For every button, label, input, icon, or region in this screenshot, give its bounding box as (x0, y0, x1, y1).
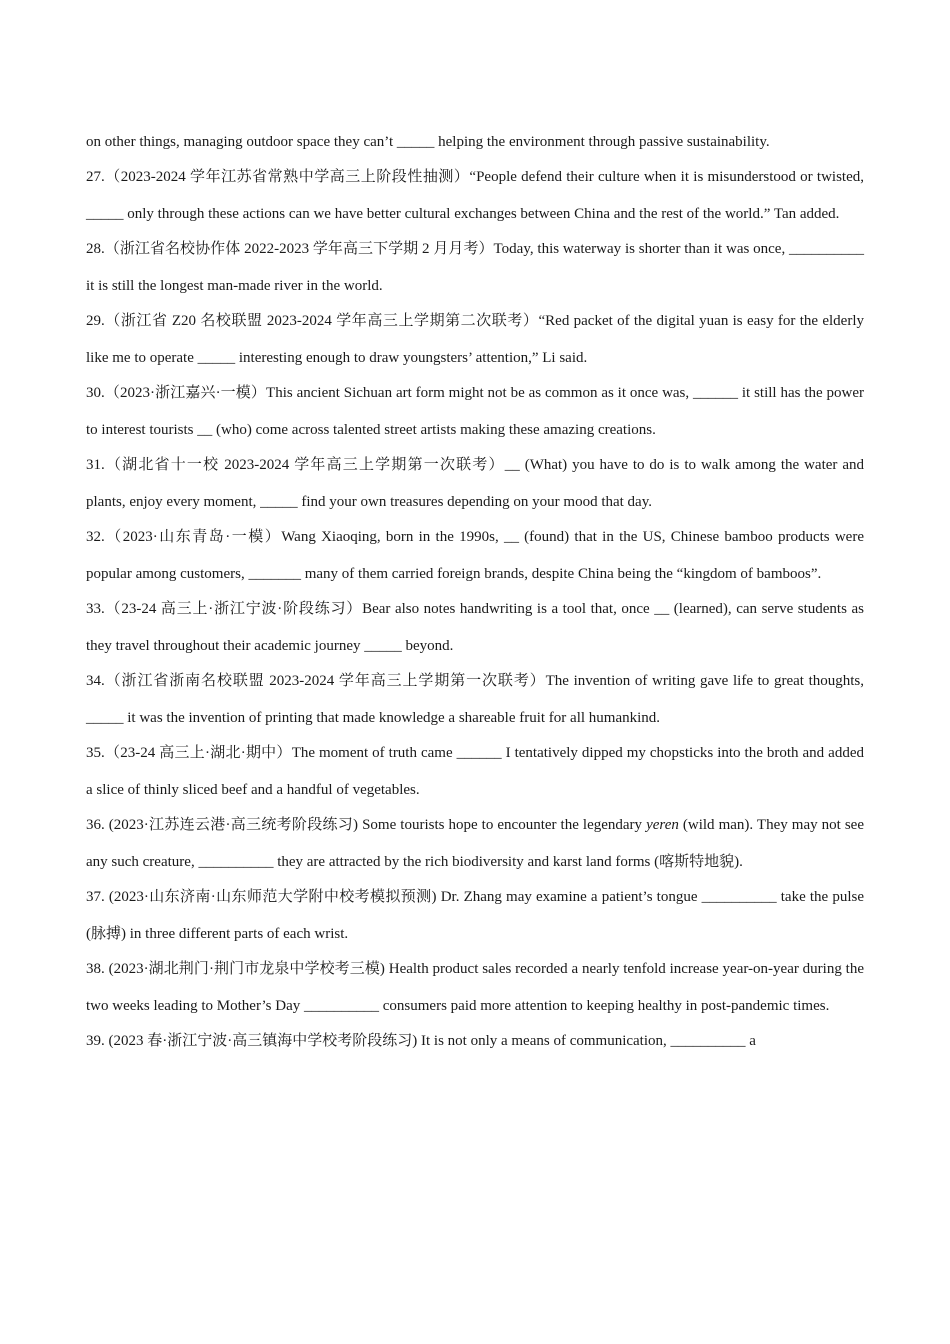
question-source: (2023 春·浙江宁波·高三镇海中学校考阶段练习) (104, 1033, 421, 1049)
question-36 (86, 807, 864, 881)
question-number: 31. (86, 457, 105, 473)
question-text: It is not only a means of communication, __________ a (420, 1033, 756, 1049)
question-32 (86, 519, 864, 593)
continuation-text: on other things, managing outdoor space they can’t _____ helping the environment through passive sustainability. (86, 134, 770, 150)
question-number: 37. (86, 889, 105, 905)
question-text: (wild man). They may not see any such creature, __________ they are attracted by the rich biodiversity and karst land forms (喀斯特地貌). (86, 817, 864, 870)
document-page (86, 124, 864, 1060)
question-text: The invention of writing gave life to great thoughts, _____ it was the invention of printing that made knowledge a shareable fruit for all humankind. (86, 673, 864, 726)
question-source: （浙江省名校协作体 2022-2023 学年高三下学期 2 月月考） (104, 241, 494, 257)
question-27 (86, 159, 864, 233)
question-35 (86, 735, 864, 809)
question-text: Bear also notes handwriting is a tool that, once __ (learned), can serve students as they travel throughout their academic journey _____ beyond. (86, 601, 864, 654)
question-text: Today, this waterway is shorter than it was once, __________ it is still the longest man-made river in the world. (86, 241, 864, 294)
question-33 (86, 591, 864, 665)
question-text: “Red packet of the digital yuan is easy for the elderly like me to operate _____ interesting enough to draw youngsters’ attention,” Li said. (86, 313, 864, 366)
question-source: （湖北省十一校 2023-2024 学年高三上学期第一次联考） (104, 457, 505, 473)
question-source: （浙江省 Z20 名校联盟 2023-2024 学年高三上学期第二次联考） (104, 313, 539, 329)
question-source: （2023·山东青岛·一模） (104, 529, 282, 545)
question-number: 29. (86, 313, 105, 329)
question-number: 38. (86, 961, 105, 977)
question-34 (86, 663, 864, 737)
question-text: “People defend their culture when it is misunderstood or twisted, _____ only through these actions can we have better cultural exchanges between China and the rest of the world.” Tan added. (86, 169, 864, 222)
question-text: The moment of truth came ______ I tentatively dipped my chopsticks into the broth and added a slice of thinly sliced beef and a handful of vegetables. (86, 745, 864, 798)
question-text: Some tourists hope to encounter the legendary (362, 817, 647, 833)
question-text: Dr. Zhang may examine a patient’s tongue __________ take the pulse (脉搏) in three different parts of each wrist. (86, 889, 865, 942)
question-37 (86, 879, 864, 953)
question-number: 33. (86, 601, 105, 617)
question-number: 27. (86, 169, 105, 185)
question-text: Wang Xiaoqing, born in the 1990s, __ (found) that in the US, Chinese bamboo products were popular among customers, _______ many of them carried foreign brands, despite China being the “kingdom of bamboos”. (86, 529, 864, 582)
question-number: 36. (86, 817, 105, 833)
question-number: 28. (86, 241, 105, 257)
question-source: （浙江省浙南名校联盟 2023-2024 学年高三上学期第一次联考） (104, 673, 546, 689)
question-text-italic: yeren (646, 817, 679, 833)
question-source: （2023·浙江嘉兴·一模） (104, 385, 267, 401)
question-number: 30. (86, 385, 105, 401)
question-31 (86, 447, 864, 521)
question-number: 39. (86, 1033, 105, 1049)
question-28 (86, 231, 864, 305)
question-source: （2023-2024 学年江苏省常熟中学高三上阶段性抽测） (104, 169, 470, 185)
question-text: This ancient Sichuan art form might not be as common as it once was, ______ it still has the power to interest tourists __ (who) come across talented street artists making these amazing creations. (86, 385, 864, 438)
question-number: 34. (86, 673, 105, 689)
question-source: (2023·湖北荆门·荆门市龙泉中学校考三模) (104, 961, 389, 977)
question-source: (2023·江苏连云港·高三统考阶段练习) (104, 817, 363, 833)
question-source: （23-24 高三上·浙江宁波·阶段练习） (104, 601, 363, 617)
question-29 (86, 303, 864, 377)
question-source: (2023·山东济南·山东师范大学附中校考模拟预测) (104, 889, 441, 905)
question-number: 32. (86, 529, 105, 545)
question-38 (86, 951, 864, 1025)
question-number: 35. (86, 745, 105, 761)
question-text: __ (What) you have to do is to walk among the water and plants, enjoy every moment, _____ find your own treasures depending on your mood that day. (86, 457, 865, 510)
question-39 (86, 1023, 864, 1060)
question-text: Health product sales recorded a nearly tenfold increase year-on-year during the two weeks leading to Mother’s Day __________ consumers paid more attention to keeping healthy in post-pandemic times. (86, 961, 864, 1014)
question-30 (86, 375, 864, 449)
question-source: （23-24 高三上·湖北·期中） (104, 745, 292, 761)
